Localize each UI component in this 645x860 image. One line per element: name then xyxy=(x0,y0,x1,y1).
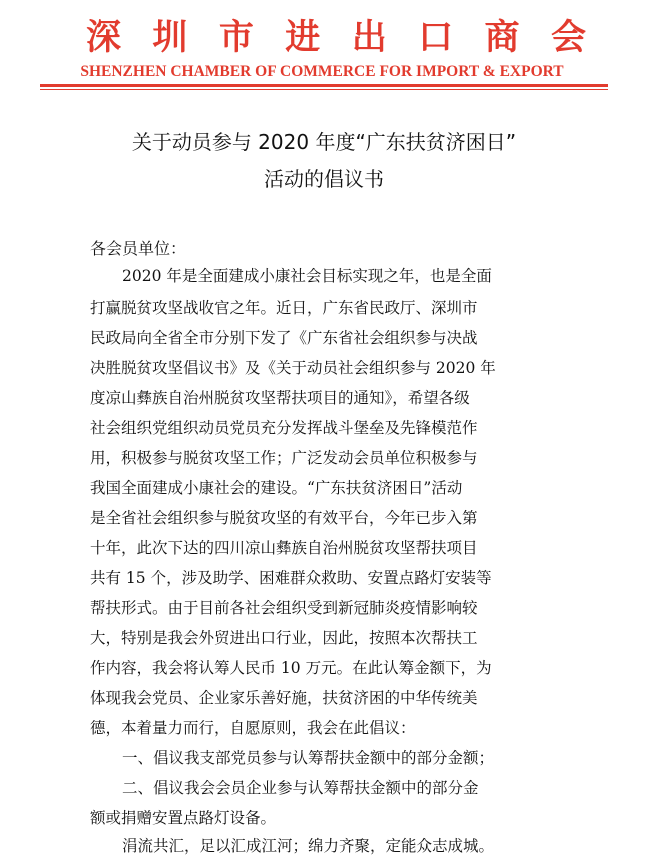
letterhead-char: 市 xyxy=(218,17,254,58)
body-line: 一、倡议我支部党员参与认筹帮扶金额中的部分金额； xyxy=(122,749,495,767)
body-line: 度凉山彝族自治州脱贫攻坚帮扶项目的通知》，希望各级 xyxy=(90,389,470,407)
letterhead-char: 进 xyxy=(285,17,321,58)
body-line: 帮扶形式。由于目前各社会组织受到新冠肺炎疫情影响较 xyxy=(90,599,478,617)
body-line: 我国全面建成小康社会的建设。“广东扶贫济困日”活动 xyxy=(90,479,463,497)
body-line: 德，本着量力而行，自愿原则，我会在此倡议： xyxy=(90,719,416,737)
document-title-line-1: 关于动员参与 2020 年度“广东扶贫济困日” xyxy=(131,130,517,154)
body-line: 共有 15 个，涉及助学、困难群众救助、安置点路灯安装等 xyxy=(90,569,492,587)
letterhead-char: 会 xyxy=(550,17,586,58)
body-line: 是全省社会组织参与脱贫攻坚的有效平台，今年已步入第 xyxy=(90,509,478,527)
letterhead-char: 深 xyxy=(86,17,122,58)
document-title-line-2: 活动的倡议书 xyxy=(264,167,384,191)
salutation: 各会员单位： xyxy=(90,239,187,258)
body-line: 涓流共汇，足以汇成江河；绵力齐聚，定能众志成城。 xyxy=(122,837,495,855)
letterhead-english-name: SHENZHEN CHAMBER OF COMMERCE FOR IMPORT & EXPORT xyxy=(80,63,564,80)
body-line: 2020 年是全面建成小康社会目标实现之年，也是全面 xyxy=(122,267,492,285)
body-line: 额或捐赠安置点路灯设备。 xyxy=(90,809,277,827)
body-line: 大，特别是我会外贸进出口行业，因此，按照本次帮扶工 xyxy=(90,629,478,647)
body-line: 用，积极参与脱贫攻坚工作；广泛发动会员单位积极参与 xyxy=(90,449,478,467)
letterhead-chinese-name xyxy=(86,18,586,58)
letterhead-rule-thin xyxy=(40,89,608,90)
body-line: 民政局向全省全市分别下发了《广东省社会组织参与决战 xyxy=(90,329,478,347)
letterhead-char: 圳 xyxy=(152,17,188,58)
body-line: 社会组织党组织动员党员充分发挥战斗堡垒及先锋模范作 xyxy=(90,419,478,437)
letterhead-char: 出 xyxy=(351,17,387,58)
body-line: 作内容，我会将认筹人民币 10 万元。在此认筹金额下，为 xyxy=(90,659,492,677)
letterhead-char: 口 xyxy=(418,17,454,58)
letterhead-rule-thick xyxy=(40,84,608,87)
body-line: 十年，此次下达的四川凉山彝族自治州脱贫攻坚帮扶项目 xyxy=(90,539,478,557)
body-line: 打赢脱贫攻坚战收官之年。近日，广东省民政厅、深圳市 xyxy=(90,299,478,317)
body-line: 体现我会党员、企业家乐善好施，扶贫济困的中华传统美 xyxy=(90,689,478,707)
letterhead-char: 商 xyxy=(484,17,520,58)
body-line: 二、倡议我会会员企业参与认筹帮扶金额中的部分金 xyxy=(122,779,479,797)
body-line: 决胜脱贫攻坚倡议书》及《关于动员社会组织参与 2020 年 xyxy=(90,359,496,377)
